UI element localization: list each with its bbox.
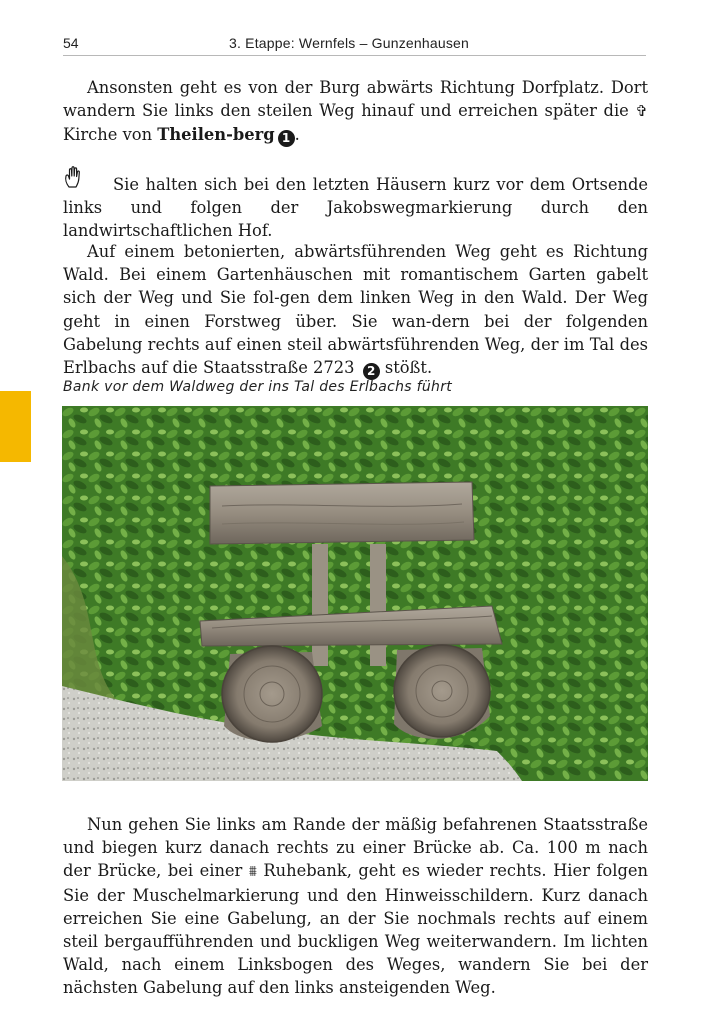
paragraph-4 xyxy=(63,813,648,1000)
paragraph-3 xyxy=(63,240,648,380)
waypoint-marker-2: 2 xyxy=(363,363,380,380)
bench-icon: ⩩ xyxy=(248,862,257,881)
photo-caption: Bank vor dem Waldweg der ins Tal des Erlbachs führt xyxy=(63,379,453,395)
place-name: Theilen-berg xyxy=(157,125,275,145)
church-icon: ✞ xyxy=(635,102,648,121)
hint-block xyxy=(63,173,648,243)
paragraph-4-text-2: Ruhebank, geht es wieder rechts. Hier folgen Sie der Muschelmarkierung und den Hinweisschildern. Kurz danach erreichen Sie eine Gabelung, an der Sie nochmals rechts auf einem steil bergaufführenden und buckligen Weg weiterwandern. Im lichten Wald, nach einem Linksbogen des Weges, wandern Sie bei der nächsten Gabelung auf den links ansteigenden Weg. xyxy=(63,861,648,998)
paragraph-1 xyxy=(63,76,648,147)
hint-text: Sie halten sich bei den letzten Häusern kurz vor dem Ortsende links und folgen der Jakobswegmarkierung durch den landwirtschaftlichen Hof. xyxy=(63,175,648,241)
page-number: 54 xyxy=(63,35,79,51)
paragraph-1-text: Ansonsten geht es von der Burg abwärts Richtung Dorfplatz. Dort wandern Sie links den steilen Weg hinauf und erreichen später die xyxy=(63,78,648,121)
running-title: 3. Etappe: Wernfels – Gunzenhausen xyxy=(229,35,470,51)
bench-photo xyxy=(62,406,648,781)
paragraph-3-text: Auf einem betonierten, abwärtsführenden Weg geht es Richtung Wald. Bei einem Gartenhäuschen mit romantischem Garten gabelt sich der Weg und Sie fol-gen dem linken Weg in den Wald. Der Weg geht in einen Forstweg über. Sie wan-dern bei der folgenden Gabelung rechts auf einen steil abwärtsführenden Weg, der im Tal des Erlbachs auf die Staatsstraße 2723 xyxy=(63,242,648,378)
chapter-tab xyxy=(0,391,31,462)
page-header xyxy=(63,33,646,56)
paragraph-1-text-2: Kirche von xyxy=(63,125,158,145)
paragraph-4-text: Nun gehen Sie links am Rande der mäßig befahrenen Staatsstraße und biegen kurz danach rechts zu einer Brücke ab. Ca. 100 m nach der Brücke, bei einer xyxy=(63,815,648,881)
paragraph-3-end: stößt. xyxy=(379,358,433,378)
waypoint-marker-1: 1 xyxy=(278,130,295,147)
paragraph-1-end: . xyxy=(294,125,300,145)
